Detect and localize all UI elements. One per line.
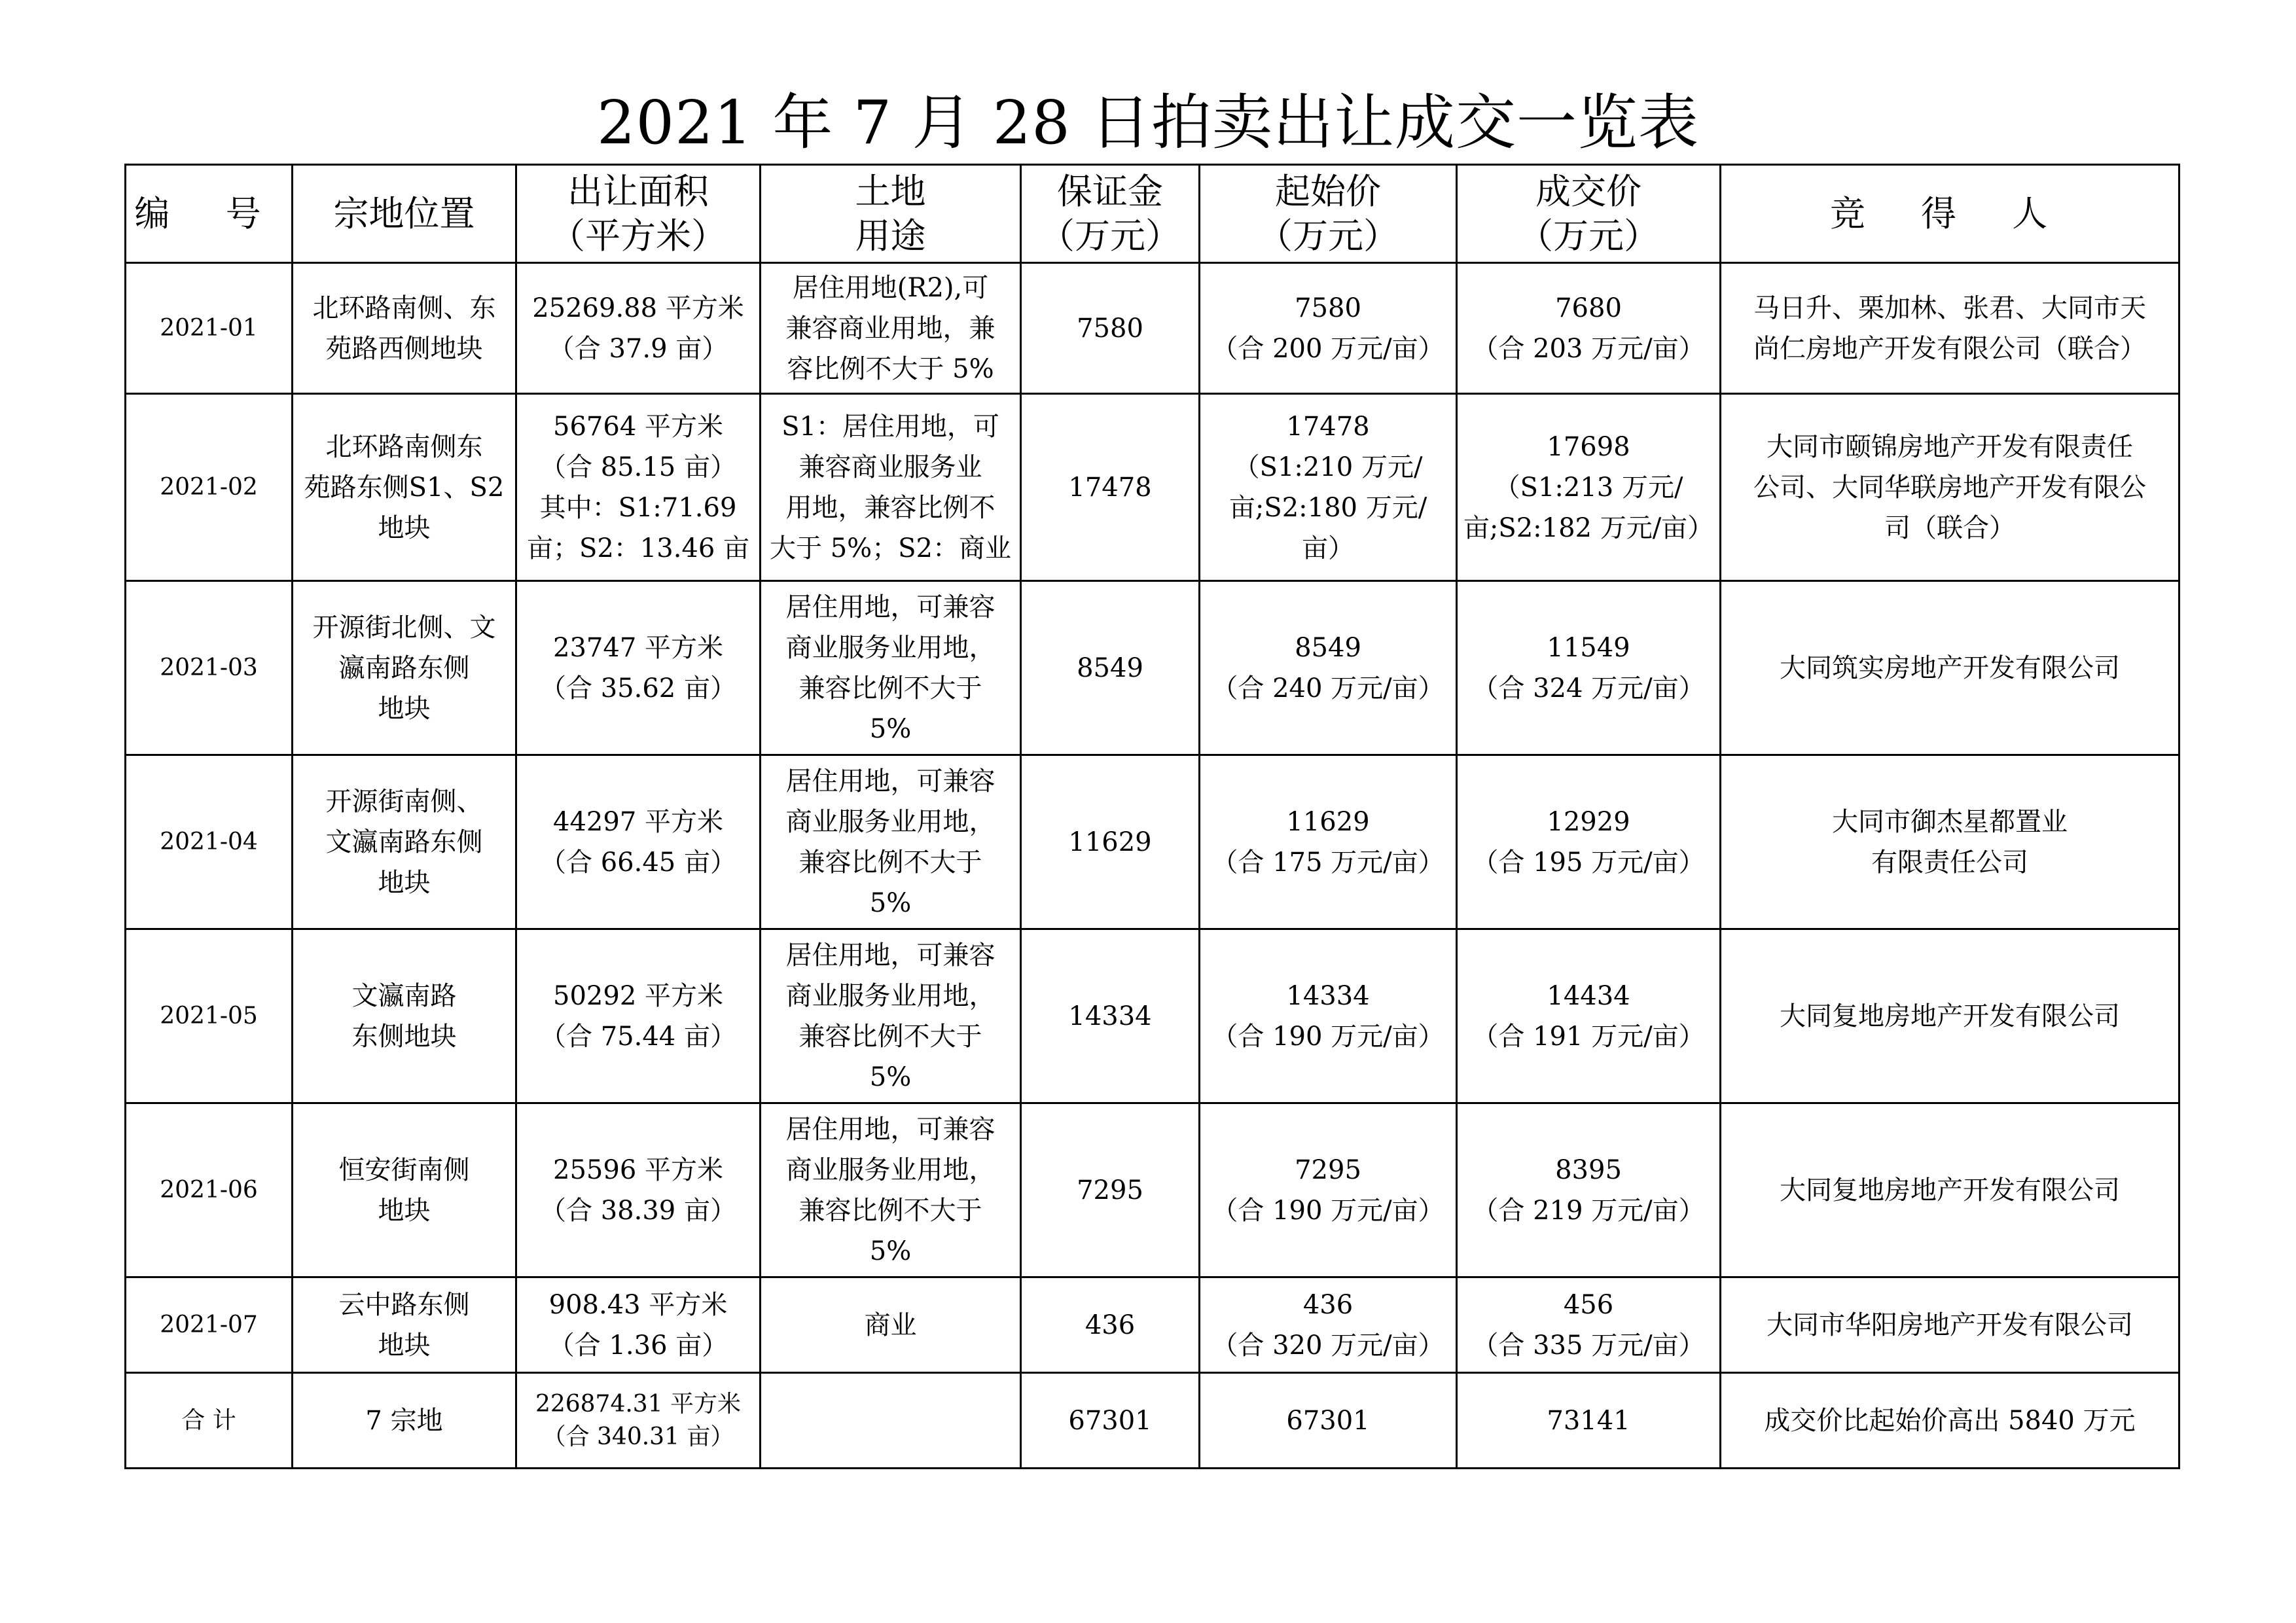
cell-start-price: 7580 （合 200 万元/亩）	[1200, 263, 1457, 394]
total-cell-area: 226874.31 平方米 （合 340.31 亩）	[516, 1373, 761, 1469]
cell-start-price: 8549 （合 240 万元/亩）	[1200, 581, 1457, 755]
total-cell-code: 合 计	[126, 1373, 293, 1469]
cell-deposit: 7295	[1021, 1103, 1200, 1277]
cell-deal-price: 14434 （合 191 万元/亩）	[1457, 929, 1721, 1103]
cell-winner: 大同复地房地产开发有限公司	[1721, 929, 2179, 1103]
cell-code: 2021-06	[126, 1103, 293, 1277]
cell-deposit: 17478	[1021, 394, 1200, 581]
cell-location: 北环路南侧、东 苑路西侧地块	[293, 263, 516, 394]
total-cell-location: 7 宗地	[293, 1373, 516, 1469]
cell-start-price: 11629 （合 175 万元/亩）	[1200, 755, 1457, 929]
cell-deal-price: 12929 （合 195 万元/亩）	[1457, 755, 1721, 929]
table-row	[126, 1277, 2179, 1373]
table-row	[126, 1103, 2179, 1277]
header-start-price: 起始价 （万元）	[1200, 165, 1457, 263]
cell-location: 云中路东侧 地块	[293, 1277, 516, 1373]
cell-deal-price: 456 （合 335 万元/亩）	[1457, 1277, 1721, 1373]
cell-start-price: 7295 （合 190 万元/亩）	[1200, 1103, 1457, 1277]
page-title: 2021 年 7 月 28 日拍卖出让成交一览表	[597, 88, 1699, 158]
table-row	[126, 929, 2179, 1103]
header-deal-price: 成交价 （万元）	[1457, 165, 1721, 263]
table-row	[126, 755, 2179, 929]
cell-use: 居住用地，可兼容 商业服务业用地， 兼容比例不大于 5%	[761, 929, 1021, 1103]
cell-location: 北环路南侧东 苑路东侧S1、S2 地块	[293, 394, 516, 581]
cell-deal-price: 7680 （合 203 万元/亩）	[1457, 263, 1721, 394]
cell-area: 908.43 平方米 （合 1.36 亩）	[516, 1277, 761, 1373]
cell-code: 2021-05	[126, 929, 293, 1103]
header-code: 编 号	[126, 165, 293, 263]
cell-location: 开源街北侧、文 瀛南路东侧 地块	[293, 581, 516, 755]
cell-deal-price: 8395 （合 219 万元/亩）	[1457, 1103, 1721, 1277]
header-area: 出让面积 （平方米）	[516, 165, 761, 263]
table-row	[126, 263, 2179, 394]
cell-code: 2021-04	[126, 755, 293, 929]
cell-start-price: 436 （合 320 万元/亩）	[1200, 1277, 1457, 1373]
table-row	[126, 394, 2179, 581]
cell-winner: 大同市颐锦房地产开发有限责任 公司、大同华联房地产开发有限公 司（联合）	[1721, 394, 2179, 581]
cell-use: S1：居住用地，可 兼容商业服务业 用地，兼容比例不 大于 5%；S2：商业	[761, 394, 1021, 581]
total-cell-use	[761, 1373, 1021, 1469]
cell-area: 44297 平方米 （合 66.45 亩）	[516, 755, 761, 929]
cell-area: 50292 平方米 （合 75.44 亩）	[516, 929, 761, 1103]
cell-deal-price: 11549 （合 324 万元/亩）	[1457, 581, 1721, 755]
cell-use: 居住用地(R2),可 兼容商业用地，兼 容比例不大于 5%	[761, 263, 1021, 394]
cell-start-price: 17478 （S1:210 万元/ 亩;S2:180 万元/ 亩）	[1200, 394, 1457, 581]
header-deposit: 保证金 （万元）	[1021, 165, 1200, 263]
cell-area: 25269.88 平方米 （合 37.9 亩）	[516, 263, 761, 394]
cell-code: 2021-01	[126, 263, 293, 394]
total-row	[126, 1373, 2179, 1469]
cell-area: 23747 平方米 （合 35.62 亩）	[516, 581, 761, 755]
cell-use: 商业	[761, 1277, 1021, 1373]
cell-winner: 大同市御杰星都置业 有限责任公司	[1721, 755, 2179, 929]
cell-area: 25596 平方米 （合 38.39 亩）	[516, 1103, 761, 1277]
cell-location: 文瀛南路 东侧地块	[293, 929, 516, 1103]
header-use: 土地 用途	[761, 165, 1021, 263]
cell-deposit: 8549	[1021, 581, 1200, 755]
header-winner: 竞 得 人	[1721, 165, 2179, 263]
cell-deposit: 14334	[1021, 929, 1200, 1103]
cell-location: 开源街南侧、 文瀛南路东侧 地块	[293, 755, 516, 929]
cell-location: 恒安街南侧 地块	[293, 1103, 516, 1277]
cell-deposit: 11629	[1021, 755, 1200, 929]
cell-area: 56764 平方米 （合 85.15 亩） 其中：S1:71.69 亩；S2：13.46 亩	[516, 394, 761, 581]
total-cell-winner: 成交价比起始价高出 5840 万元	[1721, 1373, 2179, 1469]
cell-code: 2021-02	[126, 394, 293, 581]
cell-deposit: 436	[1021, 1277, 1200, 1373]
cell-code: 2021-03	[126, 581, 293, 755]
header-location: 宗地位置	[293, 165, 516, 263]
cell-winner: 大同筑实房地产开发有限公司	[1721, 581, 2179, 755]
cell-winner: 马日升、栗加林、张君、大同市天 尚仁房地产开发有限公司（联合）	[1721, 263, 2179, 394]
cell-deposit: 7580	[1021, 263, 1200, 394]
cell-use: 居住用地，可兼容 商业服务业用地， 兼容比例不大于 5%	[761, 1103, 1021, 1277]
auction-results-table	[124, 164, 2180, 1469]
cell-start-price: 14334 （合 190 万元/亩）	[1200, 929, 1457, 1103]
cell-winner: 大同市华阳房地产开发有限公司	[1721, 1277, 2179, 1373]
cell-code: 2021-07	[126, 1277, 293, 1373]
cell-use: 居住用地，可兼容 商业服务业用地， 兼容比例不大于 5%	[761, 581, 1021, 755]
cell-use: 居住用地，可兼容 商业服务业用地， 兼容比例不大于 5%	[761, 755, 1021, 929]
total-cell-deposit: 67301	[1021, 1373, 1200, 1469]
total-cell-deal-price: 73141	[1457, 1373, 1721, 1469]
cell-deal-price: 17698 （S1:213 万元/ 亩;S2:182 万元/亩）	[1457, 394, 1721, 581]
header-row	[126, 165, 2179, 263]
cell-winner: 大同复地房地产开发有限公司	[1721, 1103, 2179, 1277]
total-cell-start-price: 67301	[1200, 1373, 1457, 1469]
table-row	[126, 581, 2179, 755]
